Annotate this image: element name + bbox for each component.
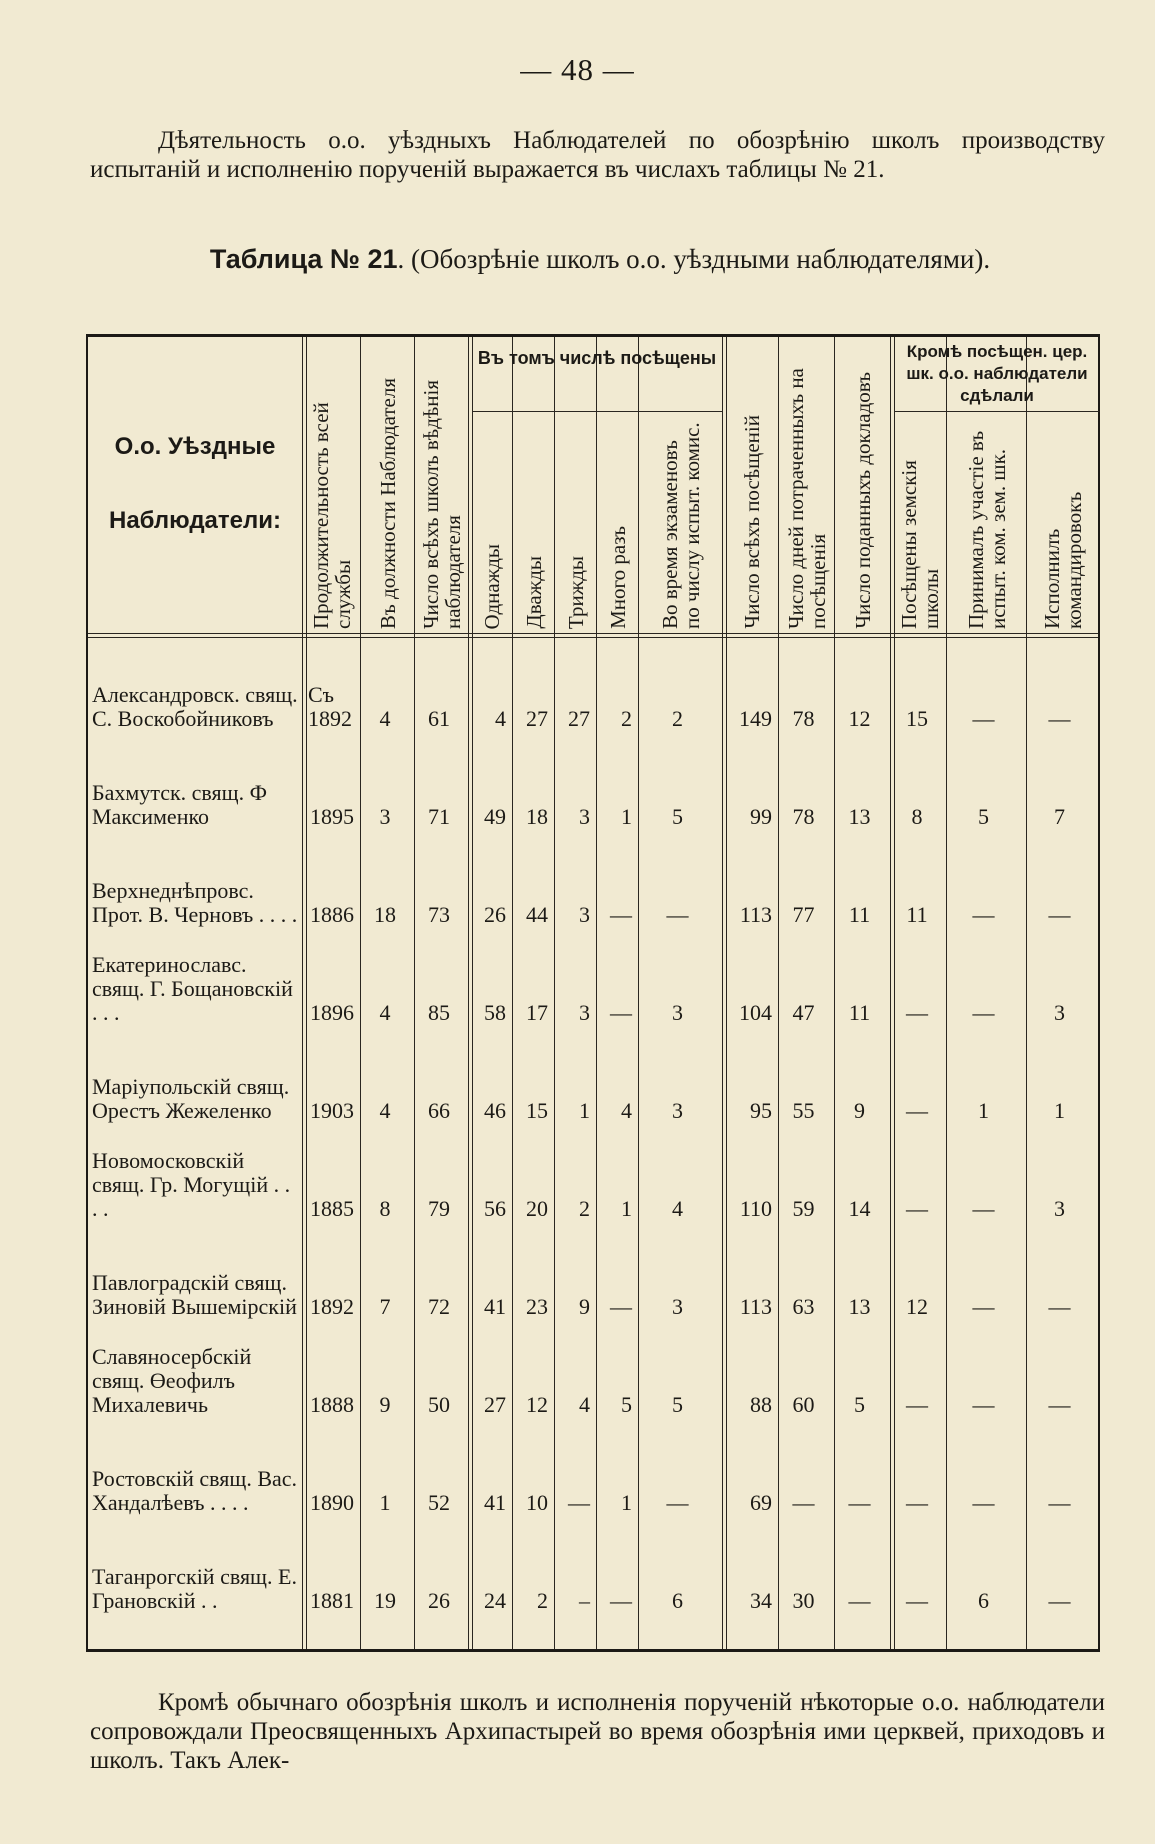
table-cell: 59 <box>792 1196 815 1221</box>
table-cell: 26 <box>484 902 506 927</box>
table-row <box>88 741 1098 839</box>
table-cell: 3 <box>579 902 590 927</box>
table-cell: 3 <box>672 1294 683 1319</box>
table-cell: — <box>848 1490 871 1515</box>
table-cell: 149 <box>739 706 772 731</box>
col-header-school-count: Число всѣхъ школъ вѣдѣнія наблюдателя <box>419 379 465 629</box>
observer-name: Новомосковскій свящ. Гр. Могущій . . . . <box>92 1148 291 1221</box>
table-cell: 41 <box>484 1294 506 1319</box>
table-cell: 60 <box>792 1392 815 1417</box>
table-cell: 2 <box>621 706 632 731</box>
table-cell: 61 <box>428 706 450 731</box>
table-cell: 1892 <box>310 1294 354 1319</box>
table-cell: 12 <box>906 1294 928 1319</box>
table-cell: 8 <box>379 1196 391 1221</box>
table-cell: 4 <box>379 706 391 731</box>
table-cell: — <box>906 1392 928 1417</box>
table-row <box>88 1231 1098 1329</box>
table-cell: 88 <box>750 1392 772 1417</box>
table-cell: 4 <box>672 1196 683 1221</box>
table-cell: 1 <box>379 1490 391 1515</box>
table-cell: — <box>972 902 995 927</box>
table-cell: — <box>1048 1392 1071 1417</box>
table-cell: 3 <box>579 804 590 829</box>
table-cell: 9 <box>579 1294 590 1319</box>
col-header-days-spent: Число дней потраченныхъ на посѣщенія <box>783 368 830 629</box>
table-cell: — <box>906 1098 928 1123</box>
table-cell: 7 <box>1054 804 1065 829</box>
table-cell: 4 <box>379 1098 391 1123</box>
table-cell: 3 <box>672 1098 683 1123</box>
table-cell: — <box>1048 1588 1071 1613</box>
observer-name: Таганрогскій свящ. Е. Грановскій . . <box>92 1564 297 1613</box>
col-header-during-exams: Во время экзаменовъ по числу испыт. комис. <box>657 422 704 629</box>
table-cell: 5 <box>672 804 683 829</box>
table-cell: 11 <box>906 902 928 927</box>
table-cell: 5 <box>672 1392 683 1417</box>
table-caption-text: . (Обозрѣніе школъ о.о. уѣздными наблюдателями). <box>397 244 991 274</box>
header-rule <box>88 633 1098 634</box>
table-cell: 72 <box>428 1294 450 1319</box>
table-row <box>88 1133 1098 1231</box>
table-cell: 55 <box>792 1098 815 1123</box>
col-header-once: Однажды <box>480 543 504 629</box>
table-cell: 78 <box>792 804 815 829</box>
col-header-exam-commissions: Принималъ участіе въ испыт. ком. зем. шк. <box>963 430 1010 629</box>
table-cell: — <box>972 1294 995 1319</box>
col-header-many-times: Много разъ <box>605 526 630 629</box>
table-cell: 73 <box>428 902 450 927</box>
table-cell: 9 <box>854 1098 865 1123</box>
table-cell: — <box>1048 902 1071 927</box>
table-cell: 1 <box>621 1490 632 1515</box>
table-caption <box>160 244 1040 274</box>
table-cell: 95 <box>750 1098 772 1123</box>
table-cell: — <box>906 1490 928 1515</box>
col-header-zemstvo-schools: Посѣщены земскія школы <box>897 460 943 629</box>
table-cell: 77 <box>792 902 815 927</box>
table-cell: 4 <box>495 706 506 731</box>
table-cell: — <box>906 1196 928 1221</box>
table-cell: 4 <box>379 1000 391 1025</box>
table-cell: – <box>579 1588 590 1613</box>
col-header-assignments: Исполнилъ командировокъ <box>1039 491 1086 629</box>
table-cell: — <box>972 1392 995 1417</box>
table-cell: — <box>972 1000 995 1025</box>
table-cell: 46 <box>484 1098 506 1123</box>
group-underline <box>472 411 722 412</box>
table-cell: 44 <box>526 902 548 927</box>
table-cell: — <box>972 1196 995 1221</box>
table-cell: 13 <box>848 804 871 829</box>
table-cell: 71 <box>428 804 450 829</box>
intro-paragraph: Дѣятельность о.о. уѣздныхъ Наблюдателей по обозрѣнію школъ производству испытаній и исполненію порученій выражается въ числахъ таблицы № 21. <box>90 127 1105 183</box>
table-cell: 41 <box>484 1490 506 1515</box>
name-column-header <box>88 337 302 633</box>
table-cell: 6 <box>978 1588 989 1613</box>
table-cell: 26 <box>428 1588 450 1613</box>
table-cell: 99 <box>750 804 772 829</box>
table-cell: 14 <box>848 1196 871 1221</box>
table-cell: 58 <box>484 1000 506 1025</box>
table-cell: — <box>1048 1490 1071 1515</box>
table-cell: 11 <box>848 902 871 927</box>
table-cell: 3 <box>379 804 391 829</box>
table-cell: 1886 <box>310 902 354 927</box>
observer-name: Маріупольскій свящ. Орестъ Жежеленко <box>92 1074 290 1123</box>
table-row <box>88 643 1098 741</box>
table-cell: 3 <box>1054 1196 1065 1221</box>
table-cell: 5 <box>978 804 989 829</box>
table-cell: 78 <box>792 706 815 731</box>
name-header-line1: О.о. Уѣздные <box>114 433 276 460</box>
table-cell: 18 <box>374 902 396 927</box>
table-cell: — <box>792 1490 815 1515</box>
table-cell: — <box>610 1588 632 1613</box>
table-cell: 5 <box>621 1392 632 1417</box>
table-cell: 23 <box>526 1294 548 1319</box>
table-row <box>88 1035 1098 1133</box>
table-cell: — <box>906 1000 928 1025</box>
table-cell: 47 <box>792 1000 815 1025</box>
table-cell: 3 <box>1054 1000 1065 1025</box>
table-cell: — <box>1048 706 1071 731</box>
table-cell: — <box>610 1294 632 1319</box>
table-cell: 52 <box>428 1490 450 1515</box>
table-cell: 113 <box>739 902 772 927</box>
col-header-reports: Число поданныхъ докладовъ <box>850 372 875 629</box>
table-cell: 10 <box>526 1490 548 1515</box>
table-cell: 104 <box>739 1000 772 1025</box>
table-cell: 2 <box>537 1588 548 1613</box>
observer-name: Верхнеднѣпровс. Прот. В. Черновъ . . . . <box>92 878 298 927</box>
outro-paragraph: Кромѣ обычнаго обозрѣнія школъ и исполненія порученій нѣкоторые о.о. наблюдатели сопровождали Преосвященныхъ Архипастырей во время обозрѣнія ими церквей, приходовъ и школъ. Такъ Алек- <box>90 1689 1105 1774</box>
name-header-line2: Наблюдатели: <box>108 507 281 534</box>
observer-name: Славяносербскій свящ. Өеофилъ Михалевичь <box>92 1344 252 1417</box>
table-cell: — <box>972 706 995 731</box>
table-cell: 110 <box>739 1196 772 1221</box>
table-cell: 1881 <box>310 1588 354 1613</box>
page-number: — 48 — <box>520 52 635 87</box>
table-cell: 1895 <box>310 804 354 829</box>
observer-name: Александровск. свящ. С. Воскобойниковъ <box>92 682 298 731</box>
table-row <box>88 1525 1098 1623</box>
table-cell: 15 <box>526 1098 548 1123</box>
table-cell: 34 <box>750 1588 772 1613</box>
table-cell: 7 <box>379 1294 391 1319</box>
group-header-visits: Въ томъ числѣ посѣщены <box>477 348 717 368</box>
table-cell: 6 <box>672 1588 683 1613</box>
table-cell: 1885 <box>310 1196 354 1221</box>
col-header-twice: Дважды <box>521 556 546 629</box>
col-header-observer-tenure: Въ должности Наблюдателя <box>376 377 400 629</box>
table-cell: 11 <box>848 1000 871 1025</box>
table-cell: 2 <box>579 1196 590 1221</box>
table-cell: 18 <box>526 804 548 829</box>
table-cell: 2 <box>672 706 683 731</box>
table-cell: 4 <box>579 1392 590 1417</box>
table-cell: 8 <box>911 804 923 829</box>
table-cell: 5 <box>854 1392 865 1417</box>
group-underline <box>894 411 1100 412</box>
table-cell: 113 <box>739 1294 772 1319</box>
table-cell: — <box>666 1490 689 1515</box>
observer-name: Павлоградскій свящ. Зиновій Вышемірскій <box>92 1270 297 1319</box>
table-cell: 1 <box>579 1098 590 1123</box>
observer-name: Ростовскій свящ. Вас. Хандалѣевъ . . . . <box>92 1466 298 1515</box>
table-cell: 30 <box>792 1588 815 1613</box>
table-cell: 4 <box>621 1098 632 1123</box>
table-cell: 27 <box>568 706 590 731</box>
table-cell: 1 <box>978 1098 989 1123</box>
table-cell: 9 <box>379 1392 391 1417</box>
table-cell: 66 <box>428 1098 450 1123</box>
table-cell: 1 <box>1054 1098 1065 1123</box>
table-cell: 15 <box>906 706 928 731</box>
table-cell: 1896 <box>310 1000 354 1025</box>
table-cell: 27 <box>526 706 548 731</box>
table-row <box>88 937 1098 1035</box>
table-cell: — <box>610 1000 632 1025</box>
table-cell: 1888 <box>310 1392 354 1417</box>
table-cell: 50 <box>428 1392 450 1417</box>
group-header-extra: Кромѣ посѣщен. цер. шк. о.о. наблюдатели сдѣлали <box>906 342 1088 405</box>
table-cell: 1903 <box>310 1098 354 1123</box>
table-cell: 20 <box>526 1196 548 1221</box>
table-caption-label: Таблица № 21 <box>209 244 398 274</box>
table-row <box>88 1427 1098 1525</box>
table-cell: 79 <box>428 1196 450 1221</box>
table-cell: 1890 <box>310 1490 354 1515</box>
table-row <box>88 1329 1098 1427</box>
col-header-thrice: Трижды <box>563 555 588 629</box>
table-cell: 3 <box>672 1000 683 1025</box>
table-cell: 1 <box>621 804 632 829</box>
table-cell: 12 <box>526 1392 548 1417</box>
table-cell: — <box>972 1490 995 1515</box>
table-cell: — <box>568 1490 590 1515</box>
observer-name: Бахмутск. свящ. Ф Максименко <box>92 780 267 829</box>
table-cell: 24 <box>484 1588 506 1613</box>
table-cell: — <box>610 902 632 927</box>
table-cell: 49 <box>484 804 506 829</box>
table-cell: — <box>1048 1294 1071 1319</box>
table-cell: Съ 1892 <box>308 682 352 731</box>
table-cell: 1 <box>621 1196 632 1221</box>
table-cell: — <box>906 1588 928 1613</box>
table-cell: 17 <box>526 1000 548 1025</box>
col-header-service-length: Продолжительность всей службы <box>309 402 355 629</box>
table-row <box>88 839 1098 937</box>
table-cell: 27 <box>484 1392 506 1417</box>
table-cell: 12 <box>848 706 871 731</box>
col-header-total-visits: Число всѣхъ посѣщеній <box>740 415 764 629</box>
table-cell: — <box>848 1588 871 1613</box>
table-cell: 19 <box>374 1588 396 1613</box>
table-cell: 85 <box>428 1000 450 1025</box>
table-cell: 63 <box>792 1294 815 1319</box>
table-cell: 69 <box>750 1490 772 1515</box>
table-cell: 3 <box>579 1000 590 1025</box>
table-cell: 56 <box>484 1196 506 1221</box>
observer-name: Екатеринославс. свящ. Г. Бощановскій . . . <box>92 952 293 1025</box>
observation-table <box>86 334 1100 1652</box>
table-cell: — <box>666 902 689 927</box>
table-cell: 13 <box>848 1294 871 1319</box>
